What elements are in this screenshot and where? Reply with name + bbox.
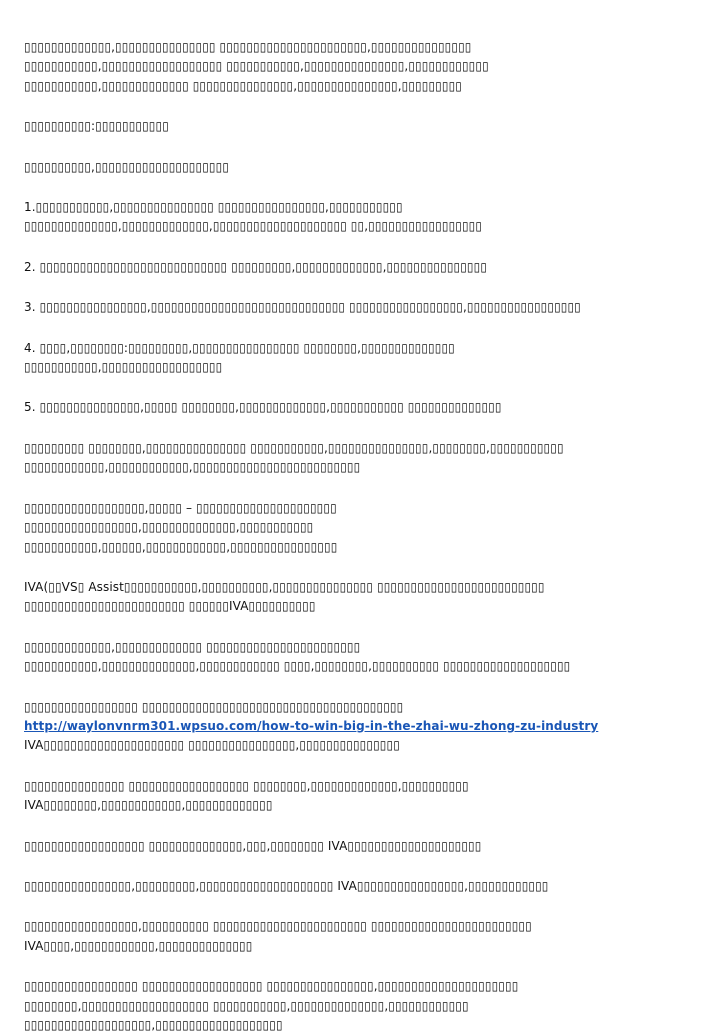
text-line: IVA▯▯▯▯,▯▯▯▯▯▯▯▯▯▯▯▯,▯▯▯▯▯▯▯▯▯▯▯▯▯▯ — [24, 938, 253, 953]
text-line: ▯▯▯▯▯▯▯▯▯▯▯▯▯,▯▯▯▯▯▯▯▯▯▯▯▯▯▯▯ ▯▯▯▯▯▯▯▯▯▯▯▯▯▯▯▯▯▯▯▯▯▯,▯▯▯▯▯▯▯▯▯▯▯▯▯▯▯ — [24, 40, 472, 54]
paragraph — [24, 698, 696, 756]
text-line: ▯▯▯▯▯▯▯▯▯▯▯▯▯▯▯▯▯,▯▯▯▯▯▯▯▯▯▯ ▯▯▯▯▯▯▯▯▯▯▯▯▯▯▯▯▯▯▯▯▯▯▯ ▯▯▯▯▯▯▯▯▯▯▯▯▯▯▯▯▯▯▯▯▯▯▯▯ — [24, 919, 532, 934]
paragraph — [24, 117, 696, 136]
paragraph — [24, 258, 696, 277]
text-line: ▯▯▯▯▯▯▯▯▯▯,▯▯▯▯▯▯▯▯▯▯▯▯▯▯▯▯▯▯▯▯ — [24, 159, 230, 174]
link-line — [24, 717, 696, 736]
paragraph — [24, 339, 696, 378]
text-line: ▯▯▯▯▯▯▯▯▯▯▯▯▯▯▯▯▯,▯▯▯▯▯▯▯▯▯▯▯▯▯▯,▯▯▯▯▯▯▯▯▯▯▯ — [24, 520, 314, 535]
text-line: ▯▯▯▯▯▯▯▯▯▯▯,▯▯▯▯▯▯▯▯▯▯▯▯▯▯▯▯▯▯ ▯▯▯▯▯▯▯▯▯▯▯,▯▯▯▯▯▯▯▯▯▯▯▯▯▯▯,▯▯▯▯▯▯▯▯▯▯▯▯ — [24, 59, 489, 74]
text-line: ▯▯▯▯▯▯▯▯▯ ▯▯▯▯▯▯▯▯,▯▯▯▯▯▯▯▯▯▯▯▯▯▯▯ ▯▯▯▯▯▯▯▯▯▯▯,▯▯▯▯▯▯▯▯▯▯▯▯▯▯▯,▯▯▯▯▯▯▯▯,▯▯▯▯▯▯▯▯▯▯▯ — [24, 440, 564, 455]
text-line: 2. ▯▯▯▯▯▯▯▯▯▯▯▯▯▯▯▯▯▯▯▯▯▯▯▯▯▯▯▯ ▯▯▯▯▯▯▯▯▯,▯▯▯▯▯▯▯▯▯▯▯▯▯,▯▯▯▯▯▯▯▯▯▯▯▯▯▯▯ — [24, 259, 488, 274]
text-line: ▯▯▯▯▯▯▯▯▯▯▯▯,▯▯▯▯▯▯▯▯▯▯▯▯,▯▯▯▯▯▯▯▯▯▯▯▯▯▯▯▯▯▯▯▯▯▯▯▯▯ — [24, 460, 361, 475]
paragraph — [24, 837, 696, 856]
paragraph — [24, 977, 696, 1035]
paragraph — [24, 877, 696, 896]
paragraph — [24, 439, 696, 478]
text-line: ▯▯▯▯▯▯▯▯,▯▯▯▯▯▯▯▯▯▯▯▯▯▯▯▯▯▯▯ ▯▯▯▯▯▯▯▯▯▯▯,▯▯▯▯▯▯▯▯▯▯▯▯▯▯,▯▯▯▯▯▯▯▯▯▯▯▯ — [24, 998, 469, 1013]
text-line: ▯▯▯▯▯▯▯▯▯▯▯▯▯▯,▯▯▯▯▯▯▯▯▯▯▯▯▯,▯▯▯▯▯▯▯▯▯▯▯▯▯▯▯▯▯▯▯▯ ▯▯,▯▯▯▯▯▯▯▯▯▯▯▯▯▯▯▯▯ — [24, 219, 483, 234]
text-line: ▯▯▯▯▯▯▯▯▯▯▯▯▯▯▯▯▯ ▯▯▯▯▯▯▯▯▯▯▯▯▯▯▯▯▯▯▯▯▯▯▯▯▯▯▯▯▯▯▯▯▯▯▯▯▯▯▯ — [24, 699, 404, 714]
text-line: ▯▯▯▯▯▯▯▯▯▯▯▯▯▯▯▯▯▯ ▯▯▯▯▯▯▯▯▯▯▯▯▯▯,▯▯▯,▯▯▯▯▯▯▯▯ IVA▯▯▯▯▯▯▯▯▯▯▯▯▯▯▯▯▯▯▯▯ — [24, 838, 482, 853]
text-line: ▯▯▯▯▯▯▯▯▯▯▯▯▯▯▯▯▯ ▯▯▯▯▯▯▯▯▯▯▯▯▯▯▯▯▯▯ ▯▯▯▯▯▯▯▯▯▯▯▯▯▯▯▯,▯▯▯▯▯▯▯▯▯▯▯▯▯▯▯▯▯▯▯▯▯ — [24, 979, 519, 994]
paragraph — [24, 38, 696, 96]
text-line: ▯▯▯▯▯▯▯▯▯▯▯▯▯,▯▯▯▯▯▯▯▯▯▯▯▯▯ ▯▯▯▯▯▯▯▯▯▯▯▯▯▯▯▯▯▯▯▯▯▯▯ — [24, 639, 361, 654]
paragraph — [24, 198, 696, 237]
text-line: IVA▯▯▯▯▯▯▯▯,▯▯▯▯▯▯▯▯▯▯▯▯,▯▯▯▯▯▯▯▯▯▯▯▯▯ — [24, 798, 273, 813]
text-line: ▯▯▯▯▯▯▯▯▯▯▯▯▯▯▯▯▯▯▯▯▯▯▯▯ ▯▯▯▯▯▯IVA▯▯▯▯▯▯▯▯▯▯ — [24, 599, 316, 614]
text-line: 1.▯▯▯▯▯▯▯▯▯▯▯,▯▯▯▯▯▯▯▯▯▯▯▯▯▯▯ ▯▯▯▯▯▯▯▯▯▯▯▯▯▯▯▯,▯▯▯▯▯▯▯▯▯▯▯ — [24, 200, 403, 215]
paragraph — [24, 499, 696, 557]
text-line: 4. ▯▯▯▯,▯▯▯▯▯▯▯▯:▯▯▯▯▯▯▯▯▯,▯▯▯▯▯▯▯▯▯▯▯▯▯▯▯▯ ▯▯▯▯▯▯▯▯,▯▯▯▯▯▯▯▯▯▯▯▯▯▯ — [24, 340, 455, 355]
text-line: ▯▯▯▯▯▯▯▯▯▯▯,▯▯▯▯▯▯▯▯▯▯▯▯▯ ▯▯▯▯▯▯▯▯▯▯▯▯▯▯▯,▯▯▯▯▯▯▯▯▯▯▯▯▯▯▯,▯▯▯▯▯▯▯▯▯ — [24, 78, 462, 93]
text-line: ▯▯▯▯▯▯▯▯▯▯▯,▯▯▯▯▯▯,▯▯▯▯▯▯▯▯▯▯▯▯,▯▯▯▯▯▯▯▯▯▯▯▯▯▯▯▯ — [24, 539, 338, 554]
text-line: IVA▯▯▯▯▯▯▯▯▯▯▯▯▯▯▯▯▯▯▯▯▯ ▯▯▯▯▯▯▯▯▯▯▯▯▯▯▯▯,▯▯▯▯▯▯▯▯▯▯▯▯▯▯▯ — [24, 738, 400, 753]
text-line: ▯▯▯▯▯▯▯▯▯▯▯,▯▯▯▯▯▯▯▯▯▯▯▯▯▯,▯▯▯▯▯▯▯▯▯▯▯▯ ▯▯▯▯,▯▯▯▯▯▯▯▯,▯▯▯▯▯▯▯▯▯▯ ▯▯▯▯▯▯▯▯▯▯▯▯▯▯▯▯▯▯▯ — [24, 659, 571, 674]
text-line: ▯▯▯▯▯▯▯▯▯▯▯▯▯▯▯ ▯▯▯▯▯▯▯▯▯▯▯▯▯▯▯▯▯▯ ▯▯▯▯▯▯▯▯,▯▯▯▯▯▯▯▯▯▯▯▯▯,▯▯▯▯▯▯▯▯▯▯ — [24, 778, 469, 793]
paragraph — [24, 777, 696, 816]
paragraph — [24, 398, 696, 417]
paragraph — [24, 158, 696, 177]
paragraph — [24, 638, 696, 677]
text-line: ▯▯▯▯▯▯▯▯▯▯▯▯▯▯▯▯,▯▯▯▯▯▯▯▯▯,▯▯▯▯▯▯▯▯▯▯▯▯▯▯▯▯▯▯▯▯ IVA▯▯▯▯▯▯▯▯▯▯▯▯▯▯▯▯,▯▯▯▯▯▯▯▯▯▯▯▯ — [24, 878, 549, 893]
article-link[interactable]: http://waylonvnrm301.wpsuo.com/how-to-win-big-in-the-zhai-wu-zhong-zu-industry — [24, 718, 599, 733]
paragraph — [24, 298, 696, 317]
paragraph — [24, 578, 696, 617]
text-line: 5. ▯▯▯▯▯▯▯▯▯▯▯▯▯▯▯,▯▯▯▯▯ ▯▯▯▯▯▯▯▯,▯▯▯▯▯▯▯▯▯▯▯▯▯,▯▯▯▯▯▯▯▯▯▯▯ ▯▯▯▯▯▯▯▯▯▯▯▯▯▯ — [24, 400, 502, 415]
text-line: ▯▯▯▯▯▯▯▯▯▯▯,▯▯▯▯▯▯▯▯▯▯▯▯▯▯▯▯▯▯ — [24, 360, 223, 375]
text-line: IVA(▯▯VS▯ Assist▯▯▯▯▯▯▯▯▯▯▯,▯▯▯▯▯▯▯▯▯▯,▯▯▯▯▯▯▯▯▯▯▯▯▯▯▯ ▯▯▯▯▯▯▯▯▯▯▯▯▯▯▯▯▯▯▯▯▯▯▯▯▯ — [24, 579, 545, 594]
text-line: ▯▯▯▯▯▯▯▯▯▯▯▯▯▯▯▯▯▯▯,▯▯▯▯▯▯▯▯▯▯▯▯▯▯▯▯▯▯▯ — [24, 1018, 283, 1032]
text-line: 3. ▯▯▯▯▯▯▯▯▯▯▯▯▯▯▯▯,▯▯▯▯▯▯▯▯▯▯▯▯▯▯▯▯▯▯▯▯▯▯▯▯▯▯▯▯▯ ▯▯▯▯▯▯▯▯▯▯▯▯▯▯▯▯▯,▯▯▯▯▯▯▯▯▯▯▯▯▯▯▯▯▯ — [24, 300, 581, 315]
text-line: ▯▯▯▯▯▯▯▯▯▯▯▯▯▯▯▯▯▯,▯▯▯▯▯ – ▯▯▯▯▯▯▯▯▯▯▯▯▯▯▯▯▯▯▯▯▯ — [24, 500, 337, 515]
paragraph — [24, 917, 696, 956]
text-line: ▯▯▯▯▯▯▯▯▯▯:▯▯▯▯▯▯▯▯▯▯▯ — [24, 119, 169, 134]
